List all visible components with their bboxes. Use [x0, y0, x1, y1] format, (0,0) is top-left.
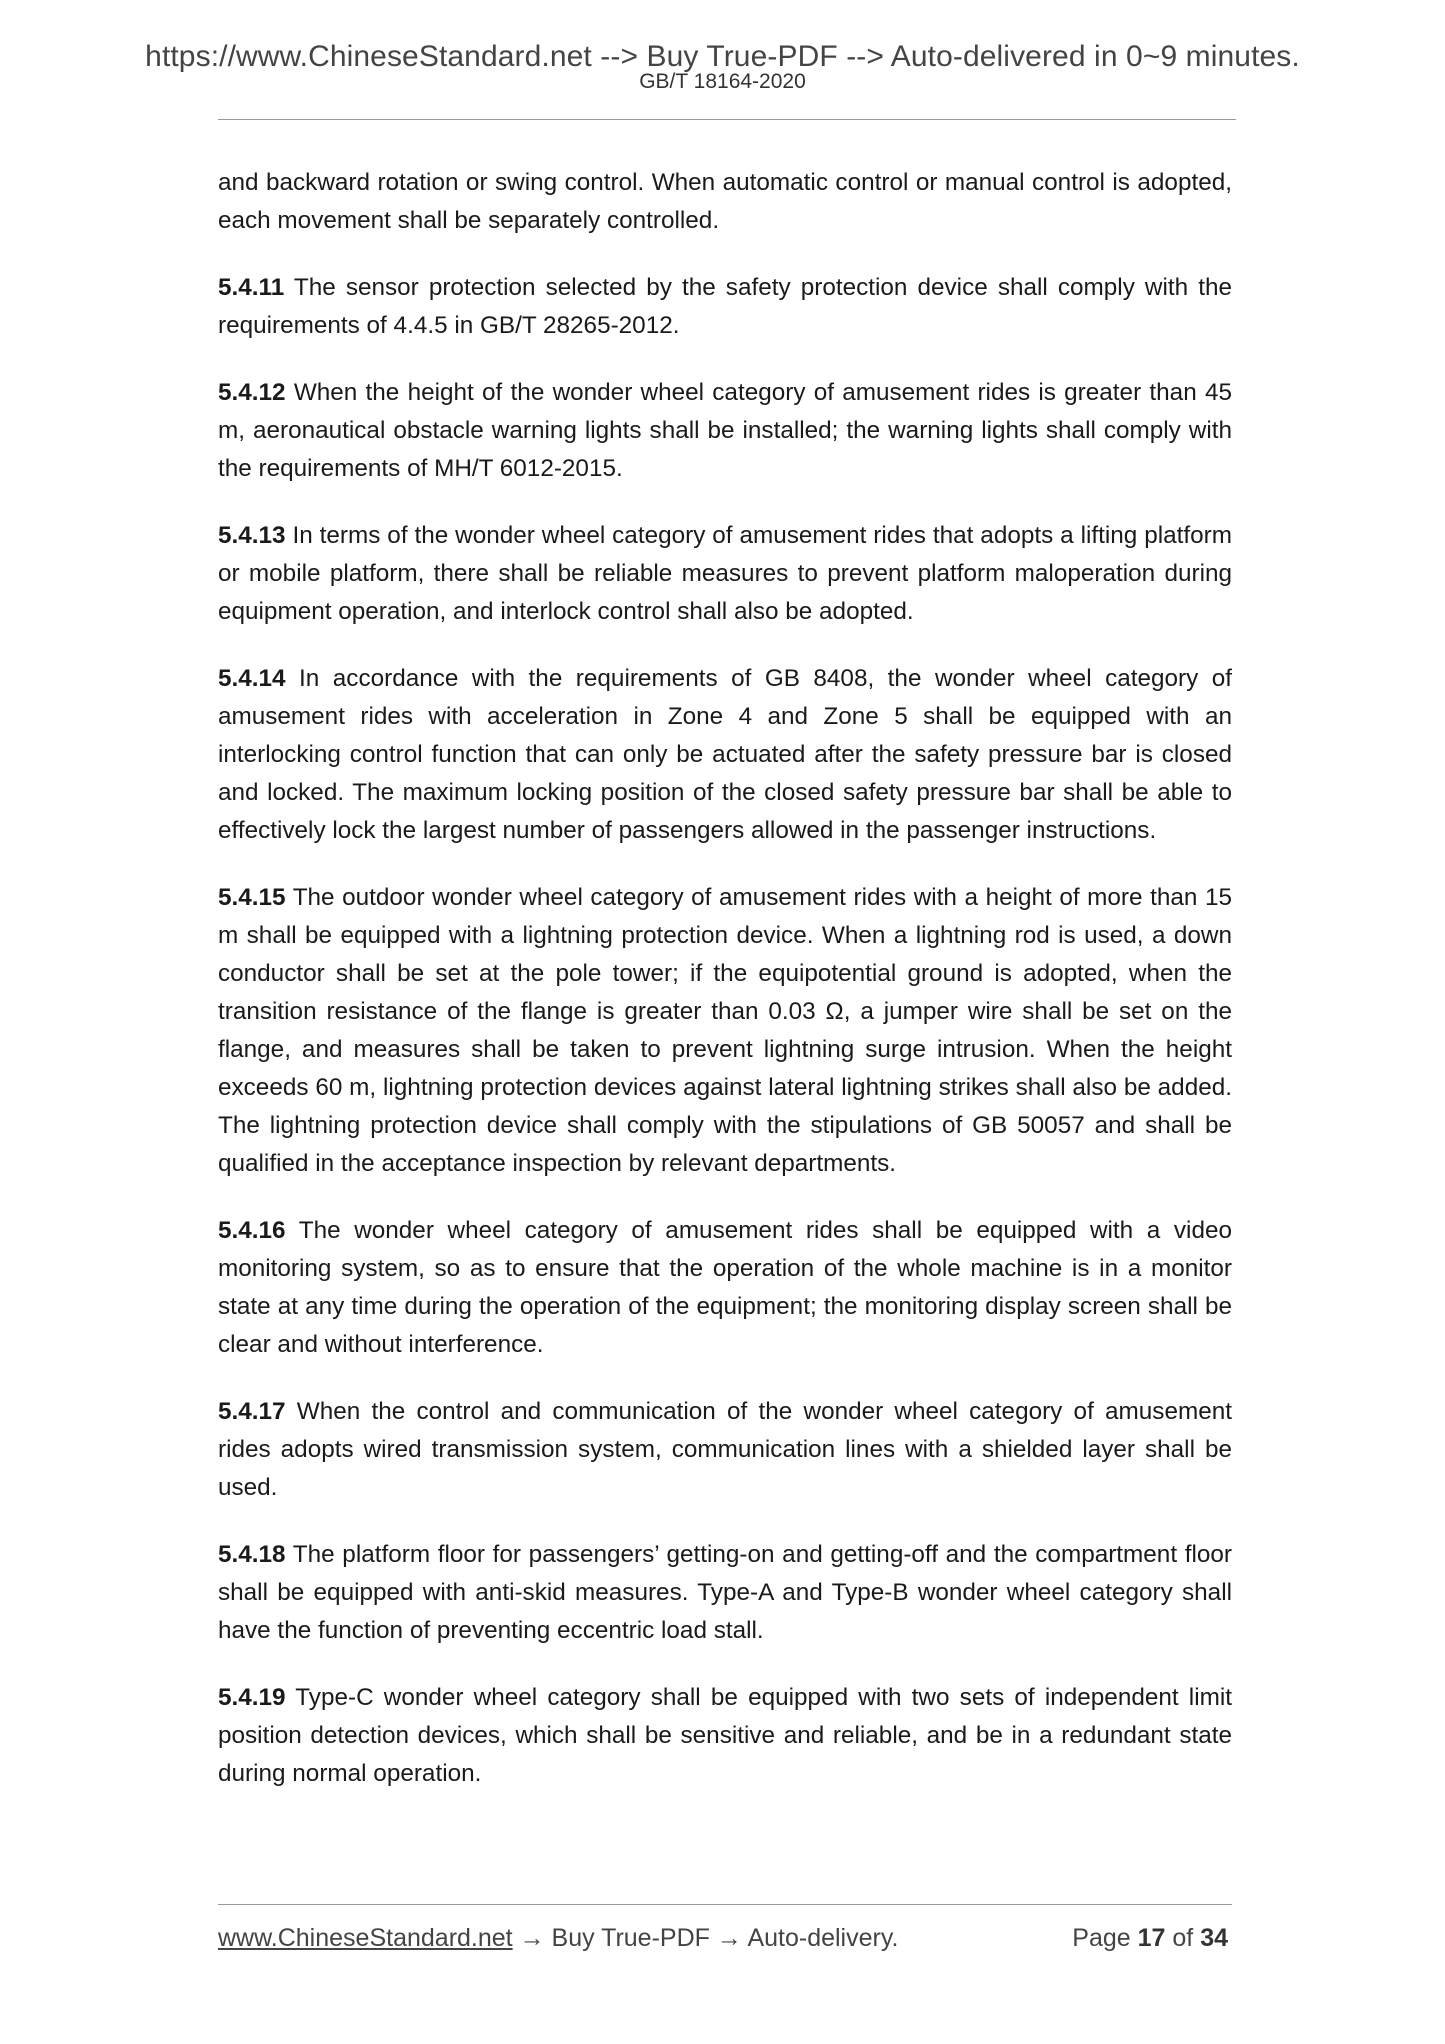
site-link[interactable]: www.ChineseStandard.net: [218, 1924, 513, 1952]
delivery-text: Auto-delivery.: [747, 1924, 899, 1952]
clause-number: 5.4.14: [218, 665, 286, 692]
clause-5-4-17: [218, 1393, 1232, 1507]
clause-text: The platform floor for passengers’ getting-on and getting-off and the compartment floor shall be equipped with anti-skid measures. Type-A and Type-B wonder wheel category shall have the function of preventing eccentric load stall.: [218, 1541, 1232, 1644]
footer-divider: [218, 1904, 1232, 1905]
buy-text: Buy True-PDF: [551, 1924, 710, 1952]
site-banner: https://www.ChineseStandard.net --> Buy True-PDF --> Auto-delivered in 0~9 minutes.: [145, 40, 1300, 73]
of-label: of: [1172, 1924, 1194, 1952]
clause-number: 5.4.15: [218, 884, 286, 911]
clause-number: 5.4.17: [218, 1398, 286, 1425]
page-footer: [218, 1922, 1232, 1954]
clause-text: The sensor protection selected by the safety protection device shall comply with the requirements of 4.4.5 in GB/T 28265-2012.: [218, 274, 1232, 339]
page-number: 17: [1137, 1924, 1166, 1952]
clause-number: 5.4.19: [218, 1684, 286, 1711]
clause-text: The wonder wheel category of amusement rides shall be equipped with a video monitoring system, so as to ensure that the operation of the whole machine is in a monitor state at any time during the operation of the equipment; the monitoring display screen shall be clear and without interference.: [218, 1217, 1232, 1358]
page-label: Page: [1072, 1924, 1131, 1952]
page-indicator: [1072, 1922, 1228, 1954]
paragraph-continuation: [218, 164, 1232, 240]
clause-5-4-19: [218, 1679, 1232, 1793]
clause-text: When the control and communication of the wonder wheel category of amusement rides adopts wired transmission system, communication lines with a shielded layer shall be used.: [218, 1398, 1232, 1501]
clause-text: In accordance with the requirements of GB 8408, the wonder wheel category of amusement rides with acceleration in Zone 4 and Zone 5 shall be equipped with an interlocking control function that can only be actuated after the safety pressure bar is closed and locked. The maximum locking position of the closed safety pressure bar shall be able to effectively lock the largest number of passengers allowed in the passenger instructions.: [218, 665, 1232, 844]
clause-number: 5.4.16: [218, 1217, 286, 1244]
document-body: [218, 164, 1232, 1822]
clause-number: 5.4.13: [218, 522, 286, 549]
clause-number: 5.4.18: [218, 1541, 286, 1568]
clause-number: 5.4.11: [218, 274, 285, 301]
clause-5-4-12: [218, 374, 1232, 488]
footer-promo: [218, 1922, 898, 1954]
clause-text: Type-C wonder wheel category shall be equipped with two sets of independent limit position detection devices, which shall be sensitive and reliable, and be in a redundant state during normal operation.: [218, 1684, 1232, 1787]
clause-text: When the height of the wonder wheel category of amusement rides is greater than 45 m, aeronautical obstacle warning lights shall be installed; the warning lights shall comply with the requirements of MH/T 6012-2015.: [218, 379, 1232, 482]
arrow-right-icon: →: [716, 1924, 742, 1952]
clause-5-4-13: [218, 517, 1232, 631]
clause-text: The outdoor wonder wheel category of amusement rides with a height of more than 15 m shall be equipped with a lightning protection device. When a lightning rod is used, a down conductor shall be set at the pole tower; if the equipotential ground is adopted, when the transition resistance of the flange is greater than 0.03 Ω, a jumper wire shall be set on the flange, and measures shall be taken to prevent lightning surge intrusion. When the height exceeds 60 m, lightning protection devices against lateral lightning strikes shall also be added. The lightning protection device shall comply with the stipulations of GB 50057 and shall be qualified in the acceptance inspection by relevant departments.: [218, 884, 1232, 1177]
total-pages: 34: [1200, 1924, 1228, 1952]
clause-5-4-11: [218, 269, 1232, 345]
clause-number: 5.4.12: [218, 379, 286, 406]
clause-5-4-16: [218, 1212, 1232, 1364]
clause-text: In terms of the wonder wheel category of amusement rides that adopts a lifting platform or mobile platform, there shall be reliable measures to prevent platform maloperation during equipment operation, and interlock control shall also be adopted.: [218, 522, 1232, 625]
clause-5-4-15: [218, 879, 1232, 1183]
arrow-right-icon: →: [519, 1924, 545, 1952]
clause-5-4-18: [218, 1536, 1232, 1650]
standard-code: GB/T 18164-2020: [639, 70, 806, 93]
paragraph-text: and backward rotation or swing control. When automatic control or manual control is adopted, each movement shall be separately controlled.: [218, 169, 1232, 234]
header-divider: [218, 119, 1236, 120]
clause-5-4-14: [218, 660, 1232, 850]
